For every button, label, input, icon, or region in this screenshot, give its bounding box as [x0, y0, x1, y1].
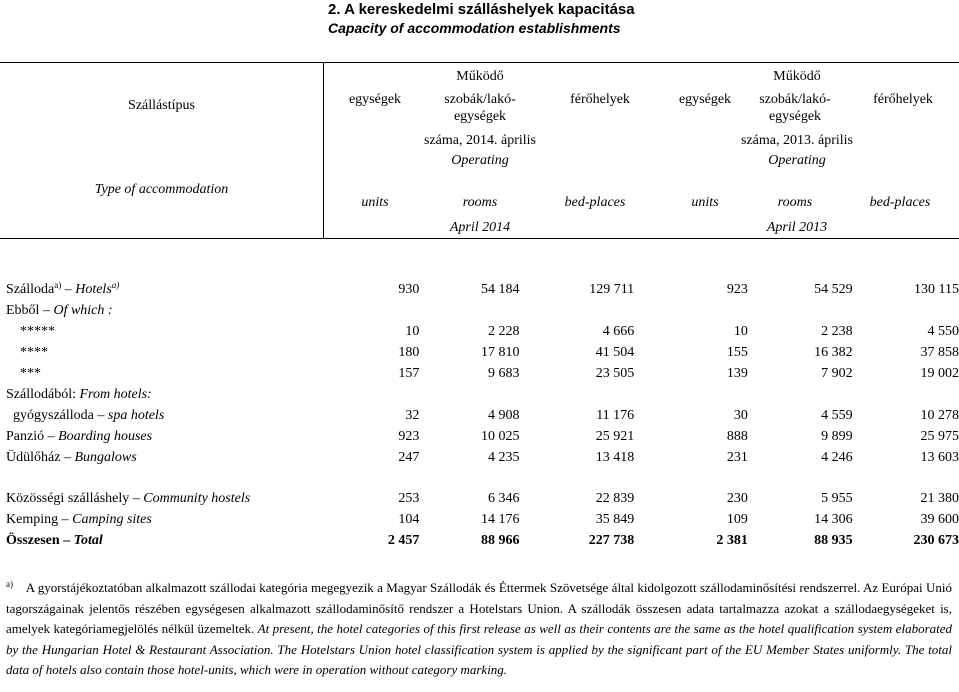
row-value: 5 955	[821, 491, 853, 506]
row-value: 39 600	[920, 512, 959, 527]
row-label-hu: Kemping	[6, 512, 59, 527]
page-subtitle: Capacity of accommodation establishments	[328, 20, 621, 36]
row-label-en: Boarding houses	[58, 429, 153, 444]
footnote-text-hu: A gyorstájékoztatóban alkalmazott szállodai kategória megegyezik a Magyar Szállodák és Éttermek Szövetsége által kidolgozott szállodaminősítési rendszerrel. Az Európai Unió tagországainak jelentős részében egységesen alkalmazott szállodaminősítő rendszer a Hotelstars Union. A szállodák összesen adata tartalmazza azokat a szállodaegységeket is, amelyek kategóriamegjelölés nélkül üzemeltek.	[6, 580, 952, 636]
row-label-sep: –	[58, 512, 73, 527]
header-rooms-en-2014: rooms	[462, 195, 498, 210]
header-units-2013: egységek	[678, 92, 732, 107]
row-label	[6, 447, 376, 468]
row-label-sep: –	[44, 429, 59, 444]
row-value: 888	[726, 429, 748, 444]
table-row	[6, 488, 959, 509]
row-value: 4 235	[488, 450, 520, 465]
row-value: 10 025	[481, 429, 520, 444]
row-value: 54 184	[481, 282, 520, 297]
row-label-sup-hu: a)	[54, 280, 62, 290]
footnote-marker: a)	[6, 579, 13, 589]
footnote-text-en: At present, the hotel categories of this first release as well as their contents are the same as the hotel qualification system elaborated by the Hungarian Hotel & Restaurant Association. The Hotelstars Union hotel classification system is applied by the significant part of the EU Member States uniformly. The total data of hotels also contain those hotel-units, which were in operation without category marking.	[6, 621, 953, 677]
row-label-hu: Összesen	[6, 533, 60, 548]
row-label	[6, 509, 376, 530]
row-value: 9 899	[821, 429, 853, 444]
row-value: 14 306	[814, 512, 853, 527]
header-operating-2013: Operating	[768, 153, 826, 168]
header-type-hu: Szállástípus	[128, 98, 195, 113]
row-label-en: Bungalows	[74, 450, 137, 465]
row-value: 253	[398, 491, 420, 506]
row-value: 23 505	[595, 366, 635, 381]
table-row	[6, 447, 959, 468]
row-label-en: Camping sites	[72, 512, 152, 527]
header-units-2014: egységek	[348, 92, 402, 107]
row-value: 109	[726, 512, 748, 527]
row-label	[6, 426, 376, 447]
row-value: 104	[398, 512, 420, 527]
row-value: 139	[726, 366, 748, 381]
row-value: 30	[733, 408, 748, 423]
table-row	[6, 300, 959, 321]
row-label-tail: :	[104, 303, 113, 318]
row-value: 4 550	[927, 324, 959, 339]
header-top-rule	[0, 62, 959, 63]
row-value	[748, 300, 853, 321]
row-value: 2 228	[488, 324, 520, 339]
row-label-hu: Szállodából:	[6, 387, 80, 402]
row-value	[520, 300, 635, 321]
header-rooms-2013	[740, 91, 850, 125]
row-value	[853, 384, 959, 405]
page-title: 2. A kereskedelmi szálláshelyek kapacitása	[328, 1, 635, 18]
header-rooms-en-2013: rooms	[777, 195, 813, 210]
row-label	[6, 530, 376, 551]
row-label-sep: –	[60, 450, 75, 465]
row-value: 32	[405, 408, 420, 423]
row-value: 2 238	[821, 324, 853, 339]
row-label-en: spa hotels	[107, 408, 165, 423]
row-label-en: Of which	[53, 303, 105, 318]
row-value	[520, 468, 635, 488]
row-label-hu: ****	[6, 345, 48, 360]
header-rooms-2014	[425, 91, 535, 125]
row-value	[853, 468, 959, 488]
row-value: 88 935	[814, 533, 853, 548]
row-label-en: Total	[73, 533, 103, 548]
table-row	[6, 279, 959, 300]
header-type-en: Type of accommodation	[94, 182, 229, 197]
header-rooms-line2: egységek	[453, 109, 507, 124]
header-beds-2014: férőhelyek	[570, 92, 630, 107]
row-value	[634, 384, 748, 405]
row-value: 230 673	[913, 533, 959, 548]
header-divider	[323, 62, 324, 238]
row-value	[376, 384, 419, 405]
row-value: 11 176	[596, 408, 635, 423]
row-label-hu: Üdülőház	[6, 450, 61, 465]
row-value: 231	[726, 450, 748, 465]
row-value: 22 839	[595, 491, 635, 506]
row-label	[6, 279, 376, 300]
row-value: 21 380	[920, 491, 959, 506]
row-value: 16 382	[814, 345, 853, 360]
table-row	[6, 426, 959, 447]
row-label-sep: –	[61, 282, 76, 297]
table-row	[6, 363, 959, 384]
table-row	[6, 342, 959, 363]
header-mukodo-2014: Működő	[456, 69, 504, 84]
table-row	[6, 509, 959, 530]
header-date-2013-en: April 2013	[766, 220, 828, 235]
row-label	[6, 342, 376, 363]
row-value: 130 115	[914, 282, 959, 297]
row-label-hu: Közösségi szálláshely	[6, 491, 130, 506]
row-value: 25 975	[920, 429, 959, 444]
row-label-sep: –	[129, 491, 144, 506]
row-label	[6, 321, 376, 342]
header-operating-2014: Operating	[451, 153, 509, 168]
header-rooms-line2: egységek	[768, 109, 822, 124]
row-value	[853, 300, 959, 321]
header-beds-en-2013: bed-places	[869, 195, 931, 210]
row-label-hu: *****	[6, 324, 55, 339]
row-label	[6, 468, 376, 488]
row-label-hu: Ebből	[6, 303, 40, 318]
table-row	[6, 384, 959, 405]
header-beds-en-2014: bed-places	[564, 195, 626, 210]
header-units-en-2014: units	[361, 195, 389, 210]
row-value	[419, 384, 519, 405]
row-value: 155	[726, 345, 748, 360]
row-value: 157	[398, 366, 420, 381]
header-beds-2013: férőhelyek	[873, 92, 933, 107]
row-value	[634, 468, 748, 488]
row-value	[520, 384, 635, 405]
row-label-sep: –	[59, 533, 74, 548]
row-value: 923	[726, 282, 748, 297]
row-value: 41 504	[595, 345, 635, 360]
row-value	[634, 300, 748, 321]
row-value: 13 603	[920, 450, 959, 465]
row-value: 923	[398, 429, 420, 444]
row-value: 10	[733, 324, 748, 339]
row-label-en: From hotels:	[79, 387, 152, 402]
row-label-en: Hotels	[75, 282, 112, 297]
row-label	[6, 300, 376, 321]
header-date-2014-hu: száma, 2014. április	[424, 133, 536, 148]
row-value: 10	[405, 324, 420, 339]
row-value	[376, 300, 419, 321]
capacity-table	[6, 279, 959, 551]
header-units-en-2013: units	[691, 195, 719, 210]
row-value: 10 278	[920, 408, 959, 423]
row-label-en: Community hostels	[143, 491, 251, 506]
row-value: 17 810	[481, 345, 520, 360]
row-label-sep: –	[39, 303, 54, 318]
row-value: 7 902	[821, 366, 853, 381]
header-date-2013-hu: száma, 2013. április	[741, 133, 853, 148]
row-value: 19 002	[920, 366, 959, 381]
row-value: 4 908	[488, 408, 520, 423]
row-value: 2 381	[716, 533, 748, 548]
row-value: 35 849	[595, 512, 635, 527]
row-value: 4 559	[821, 408, 853, 423]
row-value	[748, 468, 853, 488]
row-value: 88 966	[481, 533, 520, 548]
row-value: 930	[398, 282, 420, 297]
row-value: 230	[726, 491, 748, 506]
footnote	[6, 578, 952, 681]
row-value: 129 711	[589, 282, 635, 297]
row-label-hu: Szálloda	[6, 282, 55, 297]
row-value: 180	[398, 345, 420, 360]
row-value: 4 246	[821, 450, 853, 465]
header-mukodo-2013: Működő	[773, 69, 821, 84]
row-value	[419, 300, 519, 321]
row-label	[6, 363, 376, 384]
table-row	[6, 530, 959, 551]
row-label	[6, 405, 376, 426]
table-row	[6, 468, 959, 488]
row-value: 247	[398, 450, 420, 465]
header-bottom-rule	[0, 238, 959, 239]
row-label-hu: Panzió	[6, 429, 45, 444]
row-value: 14 176	[481, 512, 520, 527]
header-rooms-line1: szobák/lakó-	[444, 92, 516, 107]
row-label-hu: ***	[6, 366, 41, 381]
row-value	[419, 468, 519, 488]
row-label	[6, 488, 376, 509]
row-value: 54 529	[814, 282, 853, 297]
header-rooms-line1: szobák/lakó-	[759, 92, 831, 107]
row-value: 2 457	[387, 533, 420, 548]
row-label-sup-en: a)	[111, 280, 120, 290]
row-value: 37 858	[920, 345, 959, 360]
row-value: 9 683	[488, 366, 520, 381]
row-value: 227 738	[588, 533, 635, 548]
table-row	[6, 405, 959, 426]
table-row	[6, 321, 959, 342]
row-label	[6, 384, 376, 405]
row-value: 25 921	[595, 429, 635, 444]
row-value	[376, 468, 419, 488]
row-value	[748, 384, 853, 405]
row-value: 6 346	[488, 491, 520, 506]
row-value: 4 666	[602, 324, 635, 339]
row-value: 13 418	[595, 450, 635, 465]
row-label-hu: gyógyszálloda	[6, 408, 94, 423]
row-label-sep: –	[93, 408, 108, 423]
header-date-2014-en: April 2014	[449, 220, 511, 235]
